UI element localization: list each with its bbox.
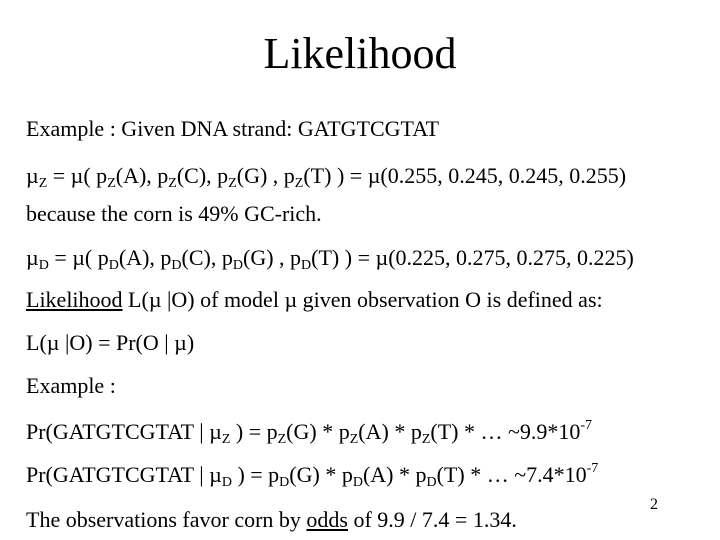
- text-segment: (T) ) =: [311, 245, 376, 270]
- subscript: D: [426, 475, 437, 490]
- text-segment: (A), p: [115, 163, 169, 188]
- subscript: D: [352, 475, 363, 490]
- mu-symbol: µ: [70, 163, 84, 188]
- text-segment: (A) * p: [362, 462, 427, 487]
- text-segment: (G) * p: [286, 419, 350, 444]
- text-segment: (A) * p: [358, 419, 422, 444]
- text-segment: |O) = Pr(O |: [59, 330, 175, 355]
- page-number: 2: [650, 496, 658, 513]
- text-segment: The observations favor corn by: [26, 507, 307, 532]
- text-segment: (T) ) =: [303, 163, 368, 188]
- text-segment: =: [47, 163, 71, 188]
- corn-gc-rich-line: because the corn is 49% GC-rich.: [26, 201, 322, 226]
- subscript: D: [279, 475, 290, 490]
- likelihood-formula-line: [26, 330, 194, 356]
- text-segment: ( p: [84, 245, 109, 270]
- mu-symbol: µ: [72, 245, 85, 270]
- probability-values: (0.225, 0.275, 0.275, 0.225): [388, 245, 634, 270]
- mu-symbol: µ: [174, 330, 187, 355]
- text-segment: L(: [122, 287, 149, 312]
- text-segment: ): [186, 330, 195, 355]
- mu-symbol: µ: [209, 419, 222, 444]
- text-segment: (G) * p: [289, 462, 353, 487]
- subscript: Z: [277, 432, 287, 447]
- subscript: Z: [349, 432, 359, 447]
- mu-symbol: µ: [375, 245, 389, 270]
- text-segment: ) = p: [231, 462, 280, 487]
- text-segment: (G) , p: [243, 245, 302, 270]
- pr-given-mu-d-line: [26, 462, 598, 488]
- mu-symbol: µ: [209, 462, 222, 487]
- exponent: -7: [580, 418, 593, 433]
- subscript: D: [301, 258, 312, 273]
- mu-symbol: µ: [148, 287, 162, 312]
- mu-symbol: µ: [26, 245, 39, 270]
- subscript: D: [221, 475, 232, 490]
- text-segment: Pr(GATGTCGTAT |: [26, 462, 210, 487]
- subscript: D: [171, 258, 182, 273]
- pr-given-mu-z-line: [26, 419, 592, 445]
- text-segment: (A), p: [118, 245, 172, 270]
- mu-d-definition-line: [26, 245, 634, 271]
- mu-z-definition-line: [26, 163, 626, 189]
- subscript: Z: [421, 432, 431, 447]
- probability-values: (0.255, 0.245, 0.245, 0.255): [380, 163, 627, 188]
- likelihood-definition-line: [26, 287, 603, 313]
- mu-symbol: µ: [367, 163, 381, 188]
- text-segment: (T) * … ~9.9*10: [430, 419, 581, 444]
- mu-symbol: µ: [284, 287, 298, 312]
- text-segment: =: [48, 245, 73, 270]
- subscript: D: [38, 258, 49, 273]
- text-segment: |O) of model: [161, 287, 285, 312]
- subscript: Z: [228, 176, 237, 191]
- likelihood-term: Likelihood: [26, 287, 123, 312]
- mu-symbol: µ: [26, 163, 39, 188]
- mu-symbol: µ: [46, 330, 60, 355]
- text-segment: Pr(GATGTCGTAT |: [26, 419, 210, 444]
- conclusion-line: [26, 507, 517, 533]
- text-segment: of 9.9 / 7.4 = 1.34.: [347, 507, 517, 532]
- text-segment: ) = p: [230, 419, 278, 444]
- subscript: Z: [107, 176, 116, 191]
- subscript: Z: [38, 176, 48, 191]
- text-segment: (C), p: [176, 163, 229, 188]
- text-segment: (C), p: [181, 245, 233, 270]
- subscript: Z: [221, 432, 231, 447]
- text-segment: given observation O is defined as:: [297, 287, 603, 312]
- subscript: Z: [168, 176, 177, 191]
- example-heading-line: Example :: [26, 373, 116, 398]
- slide-title: Likelihood: [263, 29, 457, 78]
- text-segment: ( p: [83, 163, 108, 188]
- odds-term: odds: [306, 507, 348, 532]
- text-segment: L(: [26, 330, 47, 355]
- exponent: -7: [586, 461, 599, 476]
- text-segment: (G) , p: [236, 163, 295, 188]
- subscript: Z: [294, 176, 304, 191]
- example-dna-strand-line: Example : Given DNA strand: GATGTCGTAT: [26, 116, 440, 141]
- subscript: D: [232, 258, 243, 273]
- subscript: D: [108, 258, 119, 273]
- text-segment: (T) * … ~7.4*10: [436, 462, 587, 487]
